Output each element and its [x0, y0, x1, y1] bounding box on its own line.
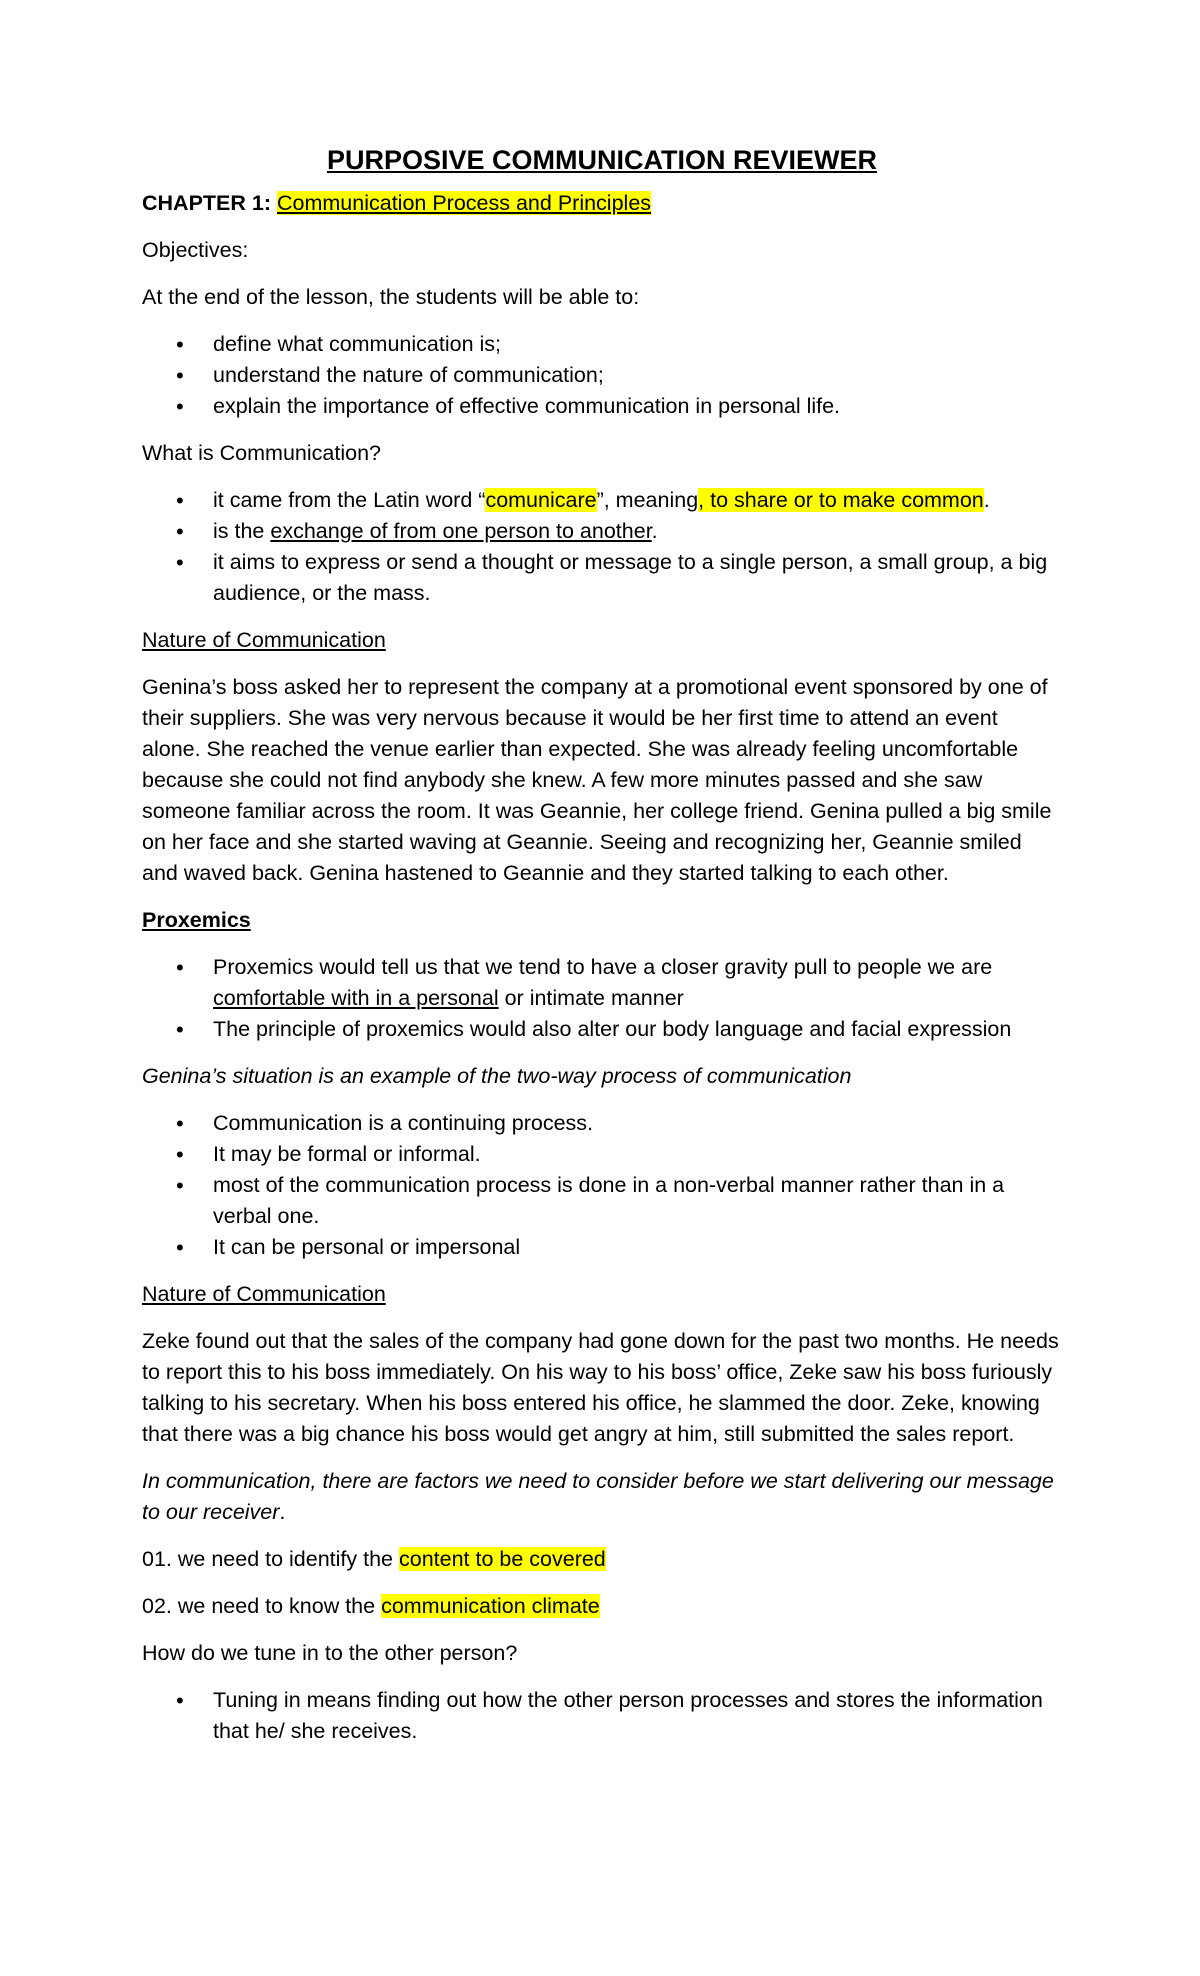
text-span: or intimate manner	[498, 986, 684, 1010]
section-heading-nature-1	[142, 625, 1062, 656]
objectives-intro: At the end of the lesson, the students will be able to:	[142, 285, 640, 309]
list-item: • most of the communication process is done in a non-verbal manner rather than in a verbal one.	[142, 1170, 1062, 1232]
climate-highlight: communication climate	[381, 1594, 600, 1618]
chapter-label: CHAPTER 1:	[142, 191, 272, 215]
list-item: • It may be formal or informal.	[142, 1139, 1062, 1170]
italic-text: In communication, there are factors we need to consider before we start delivering our message to our receiver	[142, 1469, 1054, 1524]
document-title: PURPOSIVE COMMUNICATION REVIEWER	[326, 145, 878, 175]
text-span: 01. we need to identify the	[142, 1547, 399, 1571]
list-item: • understand the nature of communication;	[142, 360, 1062, 391]
genina-story: Genina’s boss asked her to represent the company at a promotional event sponsored by one of their suppliers. She was very nervous because it would be her first time to attend an event alone. She reached the venue earlier than expected. She was already feeling uncomfortable because she could not find anybody she knew. A few more minutes passed and she saw someone familiar across the room. It was Geannie, her college friend. Genina pulled a big smile on her face and she started waving at Geannie. Seeing and recognizing her, Geannie smiled and waved back. Genina hastened to Geannie and they started talking to each other.	[142, 675, 1052, 885]
chapter-name: Communication Process and Principles	[277, 191, 652, 215]
text-span: Proxemics would tell us that we tend to have a closer gravity pull to people we are	[213, 955, 993, 979]
latin-word-highlight: comunicare	[485, 488, 597, 512]
meaning-highlight: , to share or to make common	[698, 488, 984, 512]
two-way-statement: Genina’s situation is an example of the two-way process of communication	[142, 1064, 852, 1088]
section-heading-text: Proxemics	[142, 908, 251, 932]
zeke-story: Zeke found out that the sales of the company had gone down for the past two months. He needs to report this to his boss immediately. On his way to his boss’ office, Zeke saw his boss furiously talking to his secretary. When his boss entered his office, he slammed the door. Zeke, knowing that there was a big chance his boss would get angry at him, still submitted the sales report.	[142, 1329, 1059, 1446]
section-heading-text: Nature of Communication	[142, 1282, 386, 1306]
list-item	[142, 952, 1062, 1014]
list-item: • explain the importance of effective communication in personal life.	[142, 391, 1062, 422]
objectives-list	[142, 329, 1062, 422]
content-highlight: content to be covered	[398, 1547, 606, 1571]
text-span: .	[279, 1500, 286, 1524]
section-heading-nature-2	[142, 1279, 1062, 1310]
document-page	[142, 142, 1062, 1763]
what-is-list	[142, 485, 1062, 609]
tune-in-question: How do we tune in to the other person?	[142, 1641, 518, 1665]
list-item	[142, 516, 1062, 547]
underlined-text: exchange of from one person to another	[270, 519, 652, 543]
list-item: • it aims to express or send a thought or message to a single person, a small group, a big audience, or the mass.	[142, 547, 1062, 609]
text-span: is the	[213, 519, 271, 543]
text-span: 02. we need to know the	[142, 1594, 382, 1618]
list-item: • define what communication is;	[142, 329, 1062, 360]
objectives-heading: Objectives:	[142, 238, 249, 262]
two-way-list	[142, 1108, 1062, 1263]
proxemics-list	[142, 952, 1062, 1045]
text-span: .	[983, 488, 990, 512]
list-item: • The principle of proxemics would also alter our body language and facial expression	[142, 1014, 1062, 1045]
chapter-line	[142, 188, 1062, 219]
text-span: ”, meaning	[596, 488, 699, 512]
list-item: • Communication is a continuing process.	[142, 1108, 1062, 1139]
factor-item-1	[142, 1544, 1062, 1575]
factor-item-2	[142, 1591, 1062, 1622]
text-span: .	[651, 519, 658, 543]
section-heading-proxemics	[142, 905, 1062, 936]
list-item: • Tuning in means finding out how the other person processes and stores the information that he/ she receives.	[142, 1685, 1062, 1747]
text-span: it came from the Latin word “	[213, 488, 486, 512]
factors-statement	[142, 1466, 1062, 1528]
what-is-question: What is Communication?	[142, 441, 381, 465]
tune-in-list	[142, 1685, 1062, 1747]
underlined-text: comfortable with in a personal	[213, 986, 499, 1010]
section-heading-text: Nature of Communication	[142, 628, 386, 652]
list-item	[142, 485, 1062, 516]
list-item: • It can be personal or impersonal	[142, 1232, 1062, 1263]
